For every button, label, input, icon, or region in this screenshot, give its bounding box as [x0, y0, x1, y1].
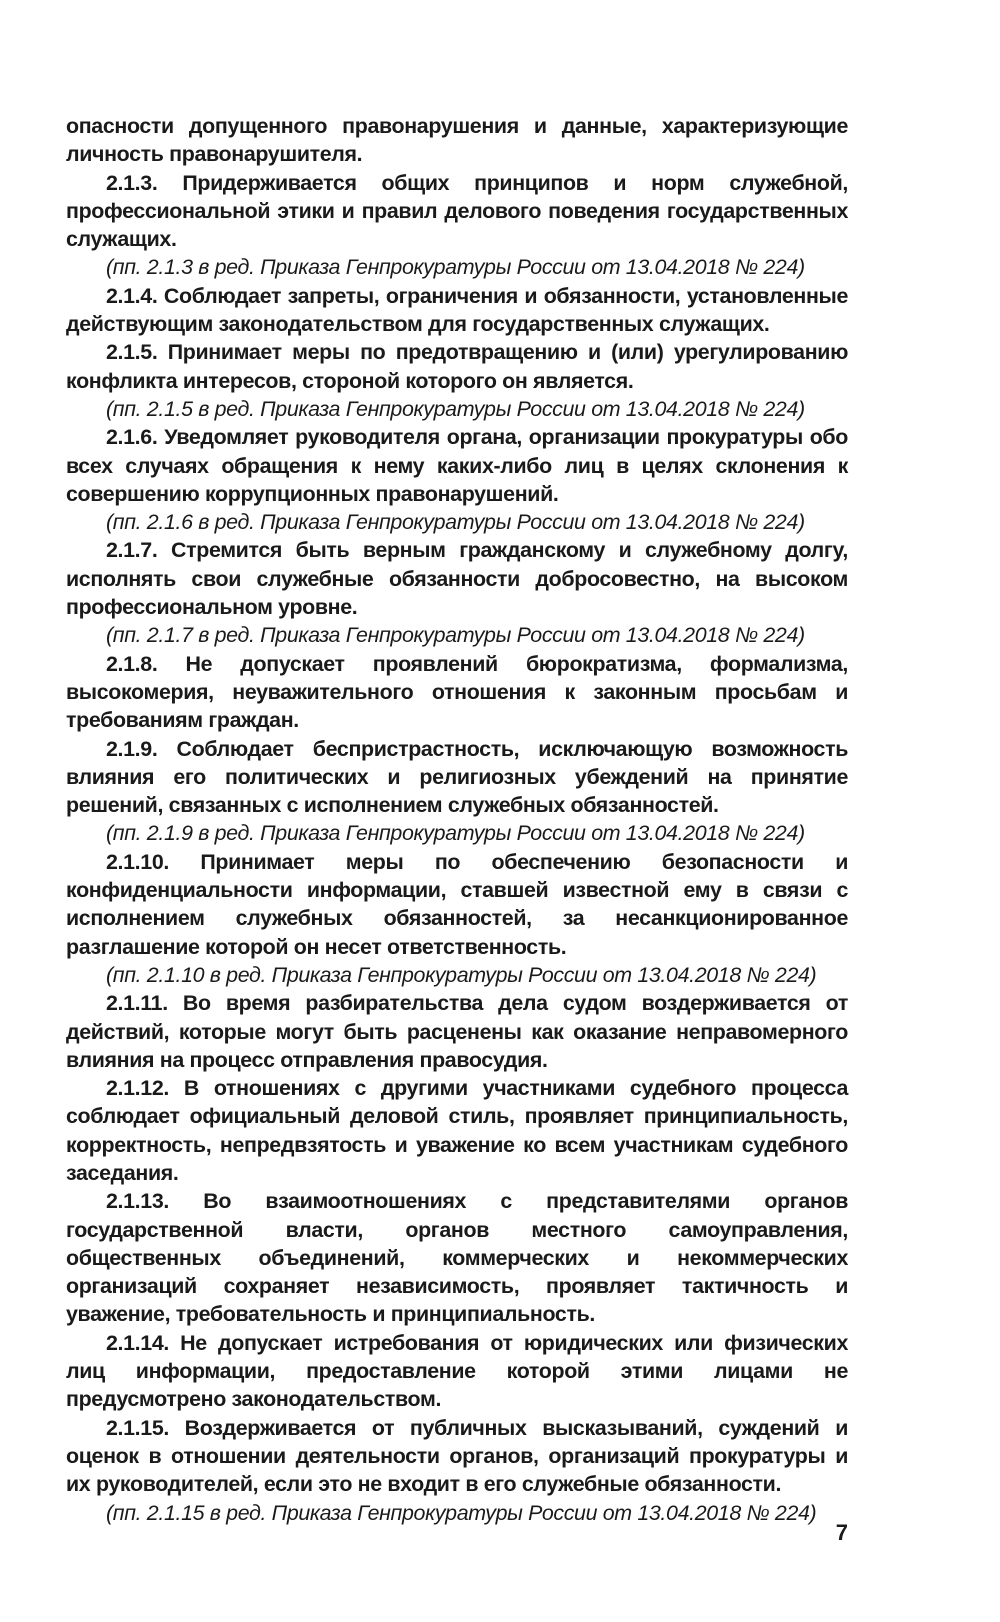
paragraph-2-1-11: 2.1.11. Во время разбирательства дела судом воздерживается от действий, которые могут быть расценены как оказание неправомерного влияния на процесс отправления правосудия.: [66, 991, 848, 1072]
page-number: 7: [835, 1520, 848, 1545]
paragraph-2-1-6: 2.1.6. Уведомляет руководителя органа, организации прокуратуры обо всех случаях обращения к нему каких-либо лиц в целях склонения к совершению коррупционных правонарушений.: [66, 425, 848, 506]
paragraph-2-1-5: 2.1.5. Принимает меры по предотвращению и (или) урегулированию конфликта интересов, стороной которого он является.: [66, 340, 848, 393]
note-2-1-10: (пп. 2.1.10 в ред. Приказа Генпрокуратуры России от 13.04.2018 № 224): [106, 962, 817, 987]
continuation-paragraph: опасности допущенного правонарушения и данные, характеризующие личность правонарушителя.: [66, 114, 848, 167]
paragraph-2-1-13: 2.1.13. Во взаимоотношениях с представителями органов государственной власти, органов местного самоуправления, общественных объединений, коммерческих и некоммерческих организаций сохраняет независимость, проявляет тактичность и уважение, требовательность и принципиальность.: [66, 1189, 848, 1327]
note-2-1-9: (пп. 2.1.9 в ред. Приказа Генпрокуратуры России от 13.04.2018 № 224): [106, 821, 805, 846]
paragraph-2-1-14: 2.1.14. Не допускает истребования от юридических или физических лиц информации, предоставление которой этими лицами не предусмотрено законодательством.: [66, 1330, 848, 1412]
note-2-1-7: (пп. 2.1.7 в ред. Приказа Генпрокуратуры России от 13.04.2018 № 224): [106, 623, 805, 648]
paragraph-2-1-10: 2.1.10. Принимает меры по обеспечению безопасности и конфиденциальности информации, ставшей известной ему в связи с исполнением служебных обязанностей, за несанкционированное разглашение которой он несет ответственность.: [66, 849, 848, 959]
paragraph-2-1-3: 2.1.3. Придерживается общих принципов и норм служебной, профессиональной этики и правил делового поведения государственных служащих.: [66, 170, 848, 252]
paragraph-2-1-9: 2.1.9. Соблюдает беспристрастность, исключающую возможность влияния его политических и религиозных убеждений на принятие решений, связанных с исполнением служебных обязанностей.: [66, 736, 848, 818]
note-2-1-6: (пп. 2.1.6 в ред. Приказа Генпрокуратуры России от 13.04.2018 № 224): [106, 510, 805, 535]
document-page: [66, 112, 848, 1527]
paragraph-2-1-8: 2.1.8. Не допускает проявлений бюрократизма, формализма, высокомерия, неуважительного отношения к законным просьбам и требованиям граждан.: [66, 651, 848, 733]
paragraph-2-1-7: 2.1.7. Стремится быть верным гражданскому и служебному долгу, исполнять свои служебные обязанности добросовестно, на высоком профессиональном уровне.: [66, 538, 848, 620]
note-2-1-3: (пп. 2.1.3 в ред. Приказа Генпрокуратуры России от 13.04.2018 № 224): [106, 255, 805, 280]
note-2-1-15: (пп. 2.1.15 в ред. Приказа Генпрокуратуры России от 13.04.2018 № 224): [106, 1500, 817, 1525]
paragraph-2-1-15: 2.1.15. Воздерживается от публичных высказываний, суждений и оценок в отношении деятельности органов, организаций прокуратуры и их руководителей, если это не входит в его служебные обязанности.: [66, 1415, 848, 1497]
paragraph-2-1-12: 2.1.12. В отношениях с другими участниками судебного процесса соблюдает официальный деловой стиль, проявляет принципиальность, корректность, непредвзятость и уважение ко всем участникам судебного заседания.: [66, 1076, 848, 1185]
note-2-1-5: (пп. 2.1.5 в ред. Приказа Генпрокуратуры России от 13.04.2018 № 224): [106, 396, 805, 421]
paragraph-2-1-4: 2.1.4. Соблюдает запреты, ограничения и обязанности, установленные действующим законодательством для государственных служащих.: [66, 283, 848, 337]
